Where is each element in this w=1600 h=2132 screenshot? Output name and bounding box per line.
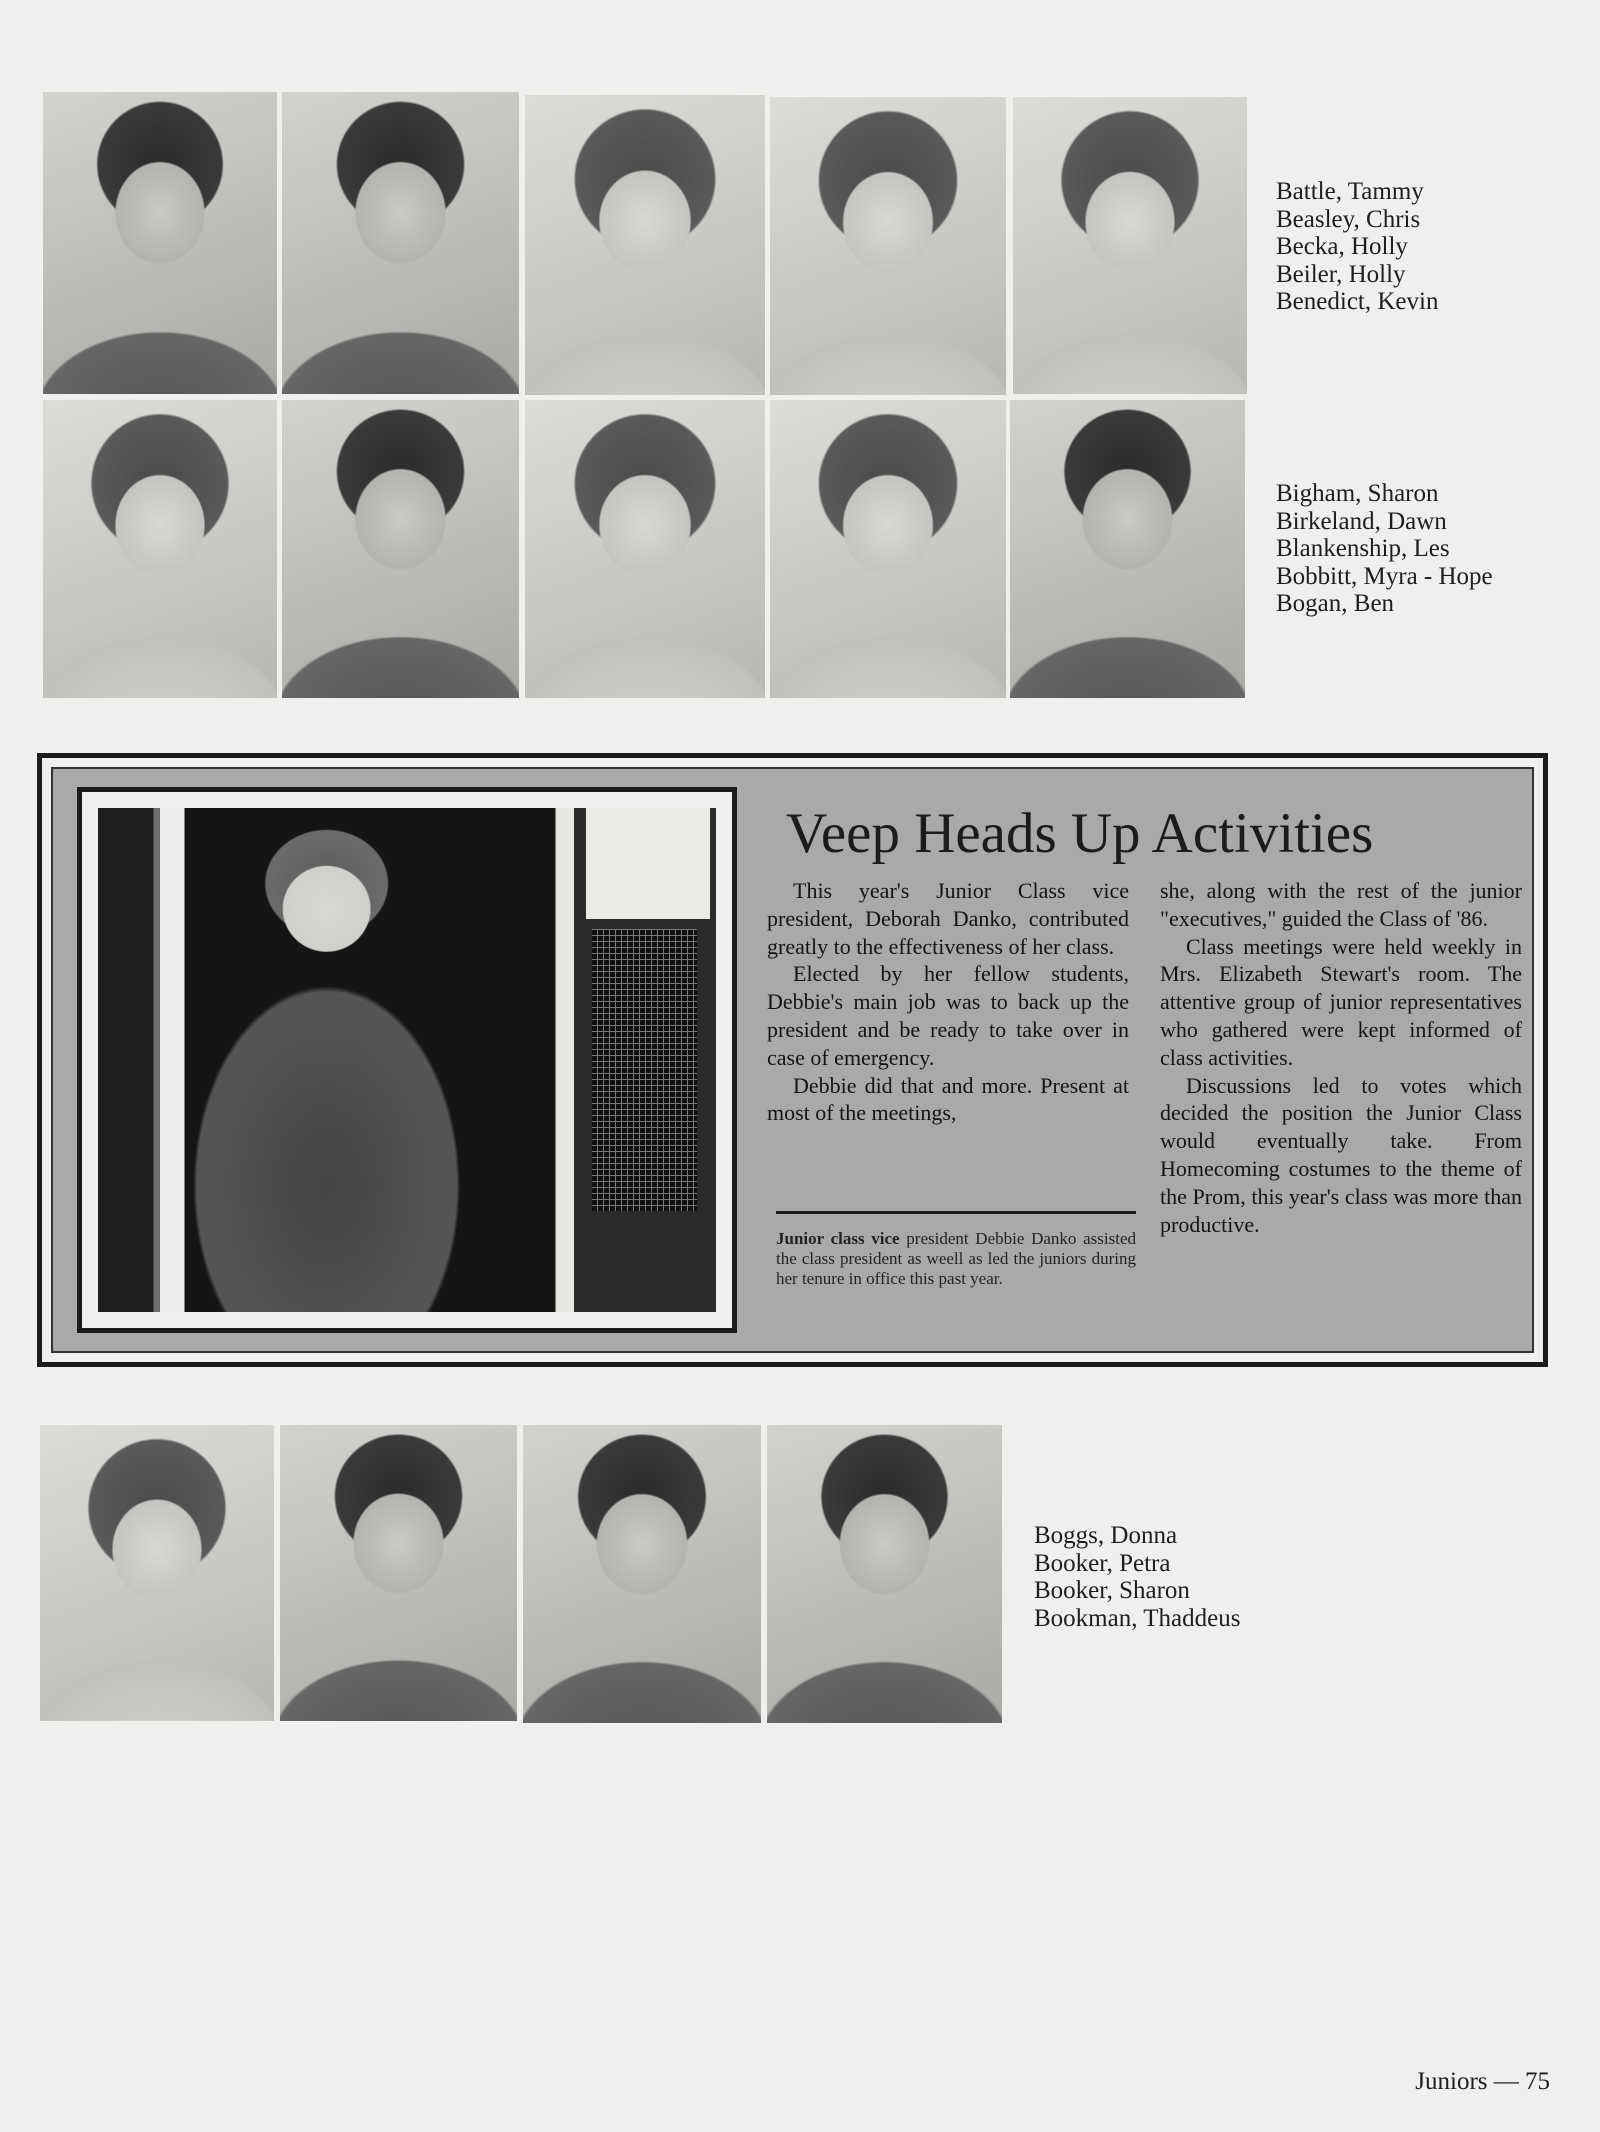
door-window [592, 929, 697, 1211]
article-paragraph: Class meetings were held weekly in Mrs. Elizabeth Stewart's room. The attentive group of junior representatives who gathered were kept informed of class activities. [1160, 933, 1522, 1070]
portrait-blankenship-les [525, 400, 765, 698]
feature-photo [98, 808, 716, 1312]
name-label: Bookman, Thaddeus [1034, 1604, 1241, 1632]
portrait-beasley-chris [282, 92, 519, 394]
name-label: Bogan, Ben [1276, 590, 1395, 617]
name-label: Battle, Tammy [1276, 178, 1424, 205]
door-sign [586, 808, 710, 919]
feature-photo-frame [77, 787, 737, 1333]
names-row-1 [1276, 178, 1438, 316]
article-paragraph: she, along with the rest of the junior "executives," guided the Class of '86. [1160, 878, 1522, 931]
name-label: Becka, Holly [1276, 233, 1408, 260]
name-label: Boggs, Donna [1034, 1522, 1178, 1549]
portrait-bigham-sharon [43, 400, 277, 698]
article-paragraph: This year's Junior Class vice president, Deborah Danko, contributed greatly to the effectiveness of her class. [767, 878, 1129, 959]
portrait-becka-holly [525, 95, 765, 395]
feature-box [37, 753, 1548, 1367]
portrait-bobbitt-myra-hope [770, 400, 1006, 698]
portrait-bogan-ben [1010, 400, 1245, 698]
feature-headline: Veep Heads Up Activities [786, 802, 1374, 865]
names-row-3 [1034, 1522, 1240, 1632]
name-label: Benedict, Kevin [1276, 288, 1439, 315]
portrait-boggs-donna [40, 1425, 274, 1721]
caption-lead: Junior class vice [776, 1229, 900, 1248]
photo-caption [776, 1229, 1136, 1289]
name-label: Bobbitt, Myra - Hope [1276, 562, 1493, 590]
names-row-2 [1276, 480, 1493, 618]
portrait-bookman-thaddeus [767, 1425, 1002, 1723]
name-label: Booker, Sharon [1034, 1577, 1190, 1604]
article-column-2 [1160, 877, 1522, 1238]
name-label: Birkeland, Dawn [1276, 507, 1447, 535]
article-paragraph: Discussions led to votes which decided the position the Junior Class would eventually take. From Homecoming costumes to the theme of the Prom, this year's class was more than productive. [1160, 1072, 1522, 1237]
name-label: Blankenship, Les [1276, 535, 1450, 562]
name-label: Bigham, Sharon [1276, 480, 1439, 507]
name-label: Beasley, Chris [1276, 205, 1421, 233]
feature-panel [51, 767, 1534, 1353]
portrait-birkeland-dawn [282, 400, 519, 698]
article-paragraph: Debbie did that and more. Present at most of the meetings, [767, 1072, 1129, 1126]
caption-text: president Debbie Danko assisted the class president as weell as led the juniors during her tenure in office this past year. [776, 1229, 1136, 1288]
portrait-benedict-kevin [1013, 97, 1247, 394]
page-folio: Juniors — 75 [1415, 2068, 1550, 2095]
article-column-1 [767, 877, 1129, 1127]
caption-rule [776, 1211, 1136, 1214]
portrait-battle-tammy [43, 92, 277, 394]
portrait-booker-sharon [523, 1425, 761, 1723]
portrait-booker-petra [280, 1425, 517, 1721]
name-label: Booker, Petra [1034, 1549, 1171, 1577]
name-label: Beiler, Holly [1276, 260, 1406, 288]
article-paragraph: Elected by her fellow students, Debbie's main job was to back up the president and be ready to take over in case of emergency. [767, 961, 1129, 1070]
portrait-beiler-holly [770, 97, 1006, 395]
